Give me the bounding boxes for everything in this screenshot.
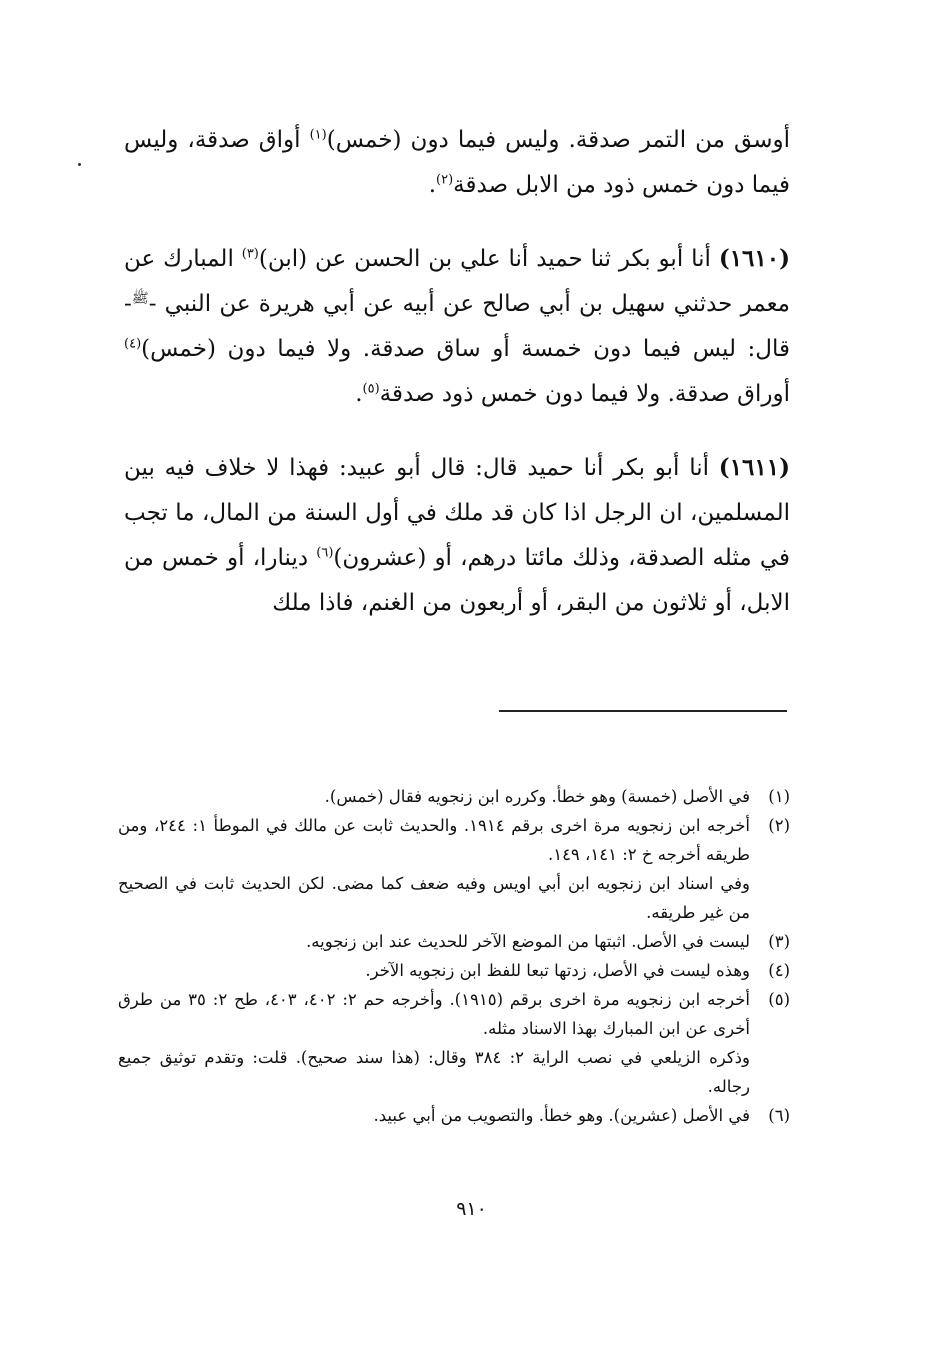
paragraph-hadith-1610: (١٦١٠) أنا أبو بكر ثنا حميد أنا علي بن الحسن عن (ابن)$^{(٣)}$ المبارك عن معمر حدثني سهيل بن أبي صالح عن أبيه عن أبي هريرة عن النبي -$^ﷺ$- قال: ليس فيما دون خمسة أو ساق صدقة. ولا فيما دون (خمس)$^{(٤)}$ أوراق صدقة. ولا فيما دون خمس ذود صدقة$^{(٥)}$.	[124, 245, 791, 407]
footnote-ref[interactable]: (٤)	[124, 336, 142, 352]
footnote-text: وذكره الزيلعي في نصب الراية ٢: ٣٨٤ وقال: (هذا سند صحيح). قلت: وتقدم توثيق جميع رجاله.	[118, 1048, 750, 1096]
footnote	[118, 811, 790, 927]
hadith-number: (١٦١٠)	[718, 245, 791, 272]
paragraph-hadith-1611: (١٦١١) أنا أبو بكر أنا حميد قال: قال أبو عبيد: فهذا لا خلاف فيه بين المسلمين، ان الرجل اذا كان قد ملك في أول السنة من المال، ما تجب في مثله الصدقة، وذلك مائتا درهم، أو (عشرون)$^{(٦)}$ دينارا، أو خمس من الابل، أو ثلاثون من البقر، أو أربعون من الغنم، فاذا ملك	[124, 454, 791, 616]
footnote-ref[interactable]: (٢)	[436, 172, 454, 188]
paragraph-continuation: أوسق من التمر صدقة. وليس فيما دون (خمس)$^{(١)}$ أواق صدقة، وليس فيما دون خمس ذود من الابل صدقة$^{(٢)}$.	[124, 127, 790, 198]
footnote-number: (٦)	[768, 1106, 790, 1125]
footnote-text: أخرجه ابن زنجويه مرة اخرى برقم ١٩١٤. والحديث ثابت عن مالك في الموطأ ١: ٢٤٤، ومن طريقه أخرجه خ ٢: ١٤١، ١٤٩.	[118, 816, 750, 864]
footnote	[118, 956, 790, 985]
footnote	[118, 1101, 790, 1130]
footnote-text: في الأصل (خمسة) وهو خطأ. وكرره ابن زنجويه فقال (خمس).	[324, 787, 750, 806]
footnote-number: (٥)	[768, 990, 790, 1009]
footnote	[118, 782, 790, 811]
salawat-glyph: ﷺ	[131, 290, 149, 307]
footnote-number: (٤)	[768, 961, 790, 980]
footnote-text: أخرجه ابن زنجويه مرة اخرى برقم (١٩١٥). وأخرجه حم ٢: ٤٠٢، ٤٠٣، طح ٢: ٣٥ من طرق أخرى عن ابن المبارك بهذا الاسناد مثله.	[118, 990, 750, 1038]
footnote-text: ليست في الأصل. اثبتها من الموضع الآخر للحديث عند ابن زنجويه.	[306, 932, 750, 951]
footnote-ref[interactable]: (٣)	[241, 246, 259, 262]
footnote-ref[interactable]: (٥)	[362, 381, 380, 397]
footnote-text: وفي اسناد ابن زنجويه ابن أبي اويس وفيه ضعف كما مضى. لكن الحديث ثابت في الصحيح من غير طريقه.	[118, 874, 750, 922]
hadith-number: (١٦١١)	[718, 454, 790, 481]
footnote-number: (٣)	[768, 932, 790, 951]
footnote-number: (٢)	[768, 816, 790, 835]
main-text	[124, 118, 790, 654]
footnote-text: وهذه ليست في الأصل، زدتها تبعا للفظ ابن زنجويه الآخر.	[365, 961, 750, 980]
footnotes	[118, 782, 790, 1130]
footnote-ref[interactable]: (٦)	[316, 545, 334, 561]
footnote-separator	[499, 710, 787, 712]
footnote	[118, 927, 790, 956]
footnote	[118, 985, 790, 1101]
page-number: ٩١٠	[456, 1198, 487, 1220]
stray-dot	[78, 163, 81, 166]
footnote-number: (١)	[768, 787, 790, 806]
footnote-text: في الأصل (عشرين). وهو خطأ. والتصويب من أبي عبيد.	[373, 1106, 750, 1125]
footnote-ref[interactable]: (١)	[309, 127, 327, 143]
